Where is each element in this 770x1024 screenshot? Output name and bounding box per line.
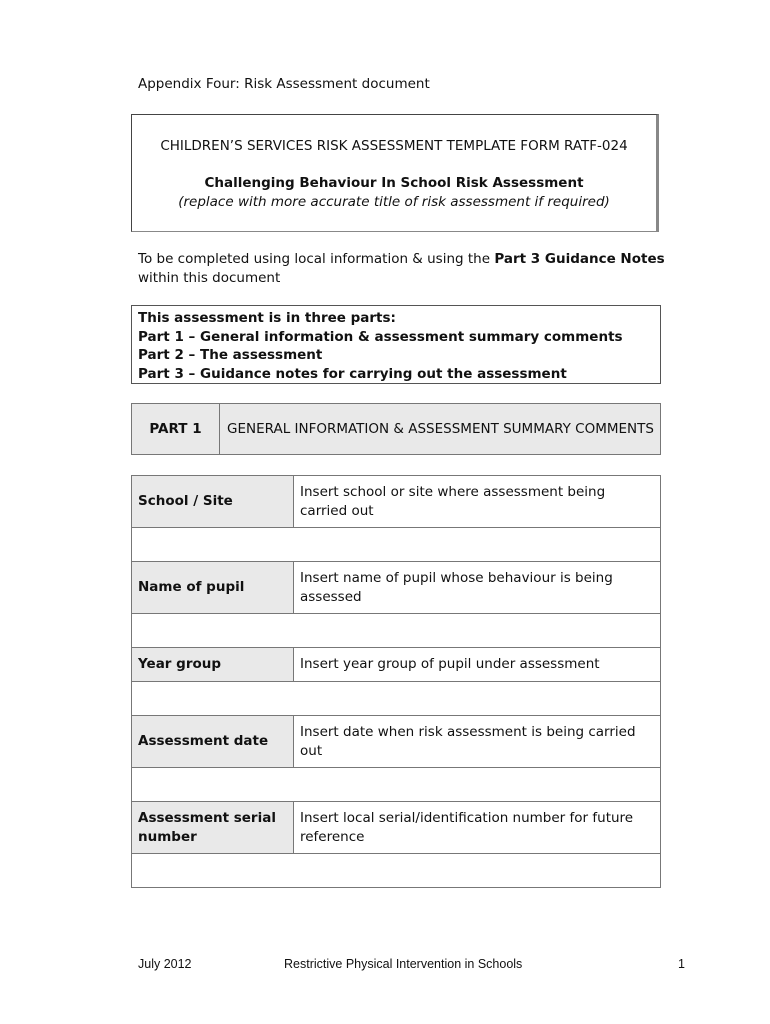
intro-text-before: To be completed using local information & using the bbox=[138, 251, 495, 267]
row-value[interactable]: Insert local serial/identification number for future reference bbox=[294, 802, 661, 854]
appendix-title: Appendix Four: Risk Assessment document bbox=[138, 76, 430, 92]
row-label: School / Site bbox=[132, 476, 294, 528]
footer-date: July 2012 bbox=[138, 957, 192, 971]
footer-page-number: 1 bbox=[678, 957, 685, 971]
table-row bbox=[132, 562, 661, 614]
row-value[interactable]: Insert year group of pupil under assessment bbox=[294, 648, 661, 682]
footer-title: Restrictive Physical Intervention in Schools bbox=[284, 957, 523, 971]
blank-cell[interactable] bbox=[132, 614, 661, 648]
title-box bbox=[131, 114, 659, 232]
intro-text-after: within this document bbox=[138, 270, 281, 286]
row-label: Assessment date bbox=[132, 716, 294, 768]
table-row-blank bbox=[132, 682, 661, 716]
parts-box bbox=[131, 305, 661, 384]
table-row-blank bbox=[132, 614, 661, 648]
table-row-blank bbox=[132, 768, 661, 802]
blank-cell[interactable] bbox=[132, 768, 661, 802]
table-row-blank bbox=[132, 854, 661, 888]
form-subheading: Challenging Behaviour In School Risk Assessment bbox=[204, 175, 584, 191]
general-info-table bbox=[131, 475, 661, 888]
table-row bbox=[132, 648, 661, 682]
table-row bbox=[132, 716, 661, 768]
table-row bbox=[132, 476, 661, 528]
table-row-blank bbox=[132, 528, 661, 562]
table-row bbox=[132, 802, 661, 854]
blank-cell[interactable] bbox=[132, 528, 661, 562]
parts-heading: This assessment is in three parts: bbox=[138, 310, 396, 326]
row-value[interactable]: Insert school or site where assessment being carried out bbox=[294, 476, 661, 528]
row-label: Name of pupil bbox=[132, 562, 294, 614]
row-label: Assessment serial number bbox=[132, 802, 294, 854]
intro-text bbox=[138, 250, 698, 288]
parts-item: Part 3 – Guidance notes for carrying out the assessment bbox=[138, 365, 567, 382]
part-title: GENERAL INFORMATION & ASSESSMENT SUMMARY COMMENTS bbox=[220, 404, 661, 455]
part-label: PART 1 bbox=[132, 404, 220, 455]
parts-item: Part 2 – The assessment bbox=[138, 347, 323, 364]
row-value[interactable]: Insert name of pupil whose behaviour is being assessed bbox=[294, 562, 661, 614]
parts-item: Part 1 – General information & assessment summary comments bbox=[138, 328, 623, 345]
blank-cell[interactable] bbox=[132, 854, 661, 888]
intro-text-guidance: Part 3 Guidance Notes bbox=[494, 251, 665, 267]
blank-cell[interactable] bbox=[132, 682, 661, 716]
row-label: Year group bbox=[132, 648, 294, 682]
row-value[interactable]: Insert date when risk assessment is being carried out bbox=[294, 716, 661, 768]
form-heading: CHILDREN’S SERVICES RISK ASSESSMENT TEMPLATE FORM RATF-024 bbox=[160, 138, 628, 154]
form-title-note: (replace with more accurate title of risk assessment if required) bbox=[178, 194, 610, 210]
part-header-table bbox=[131, 403, 661, 455]
